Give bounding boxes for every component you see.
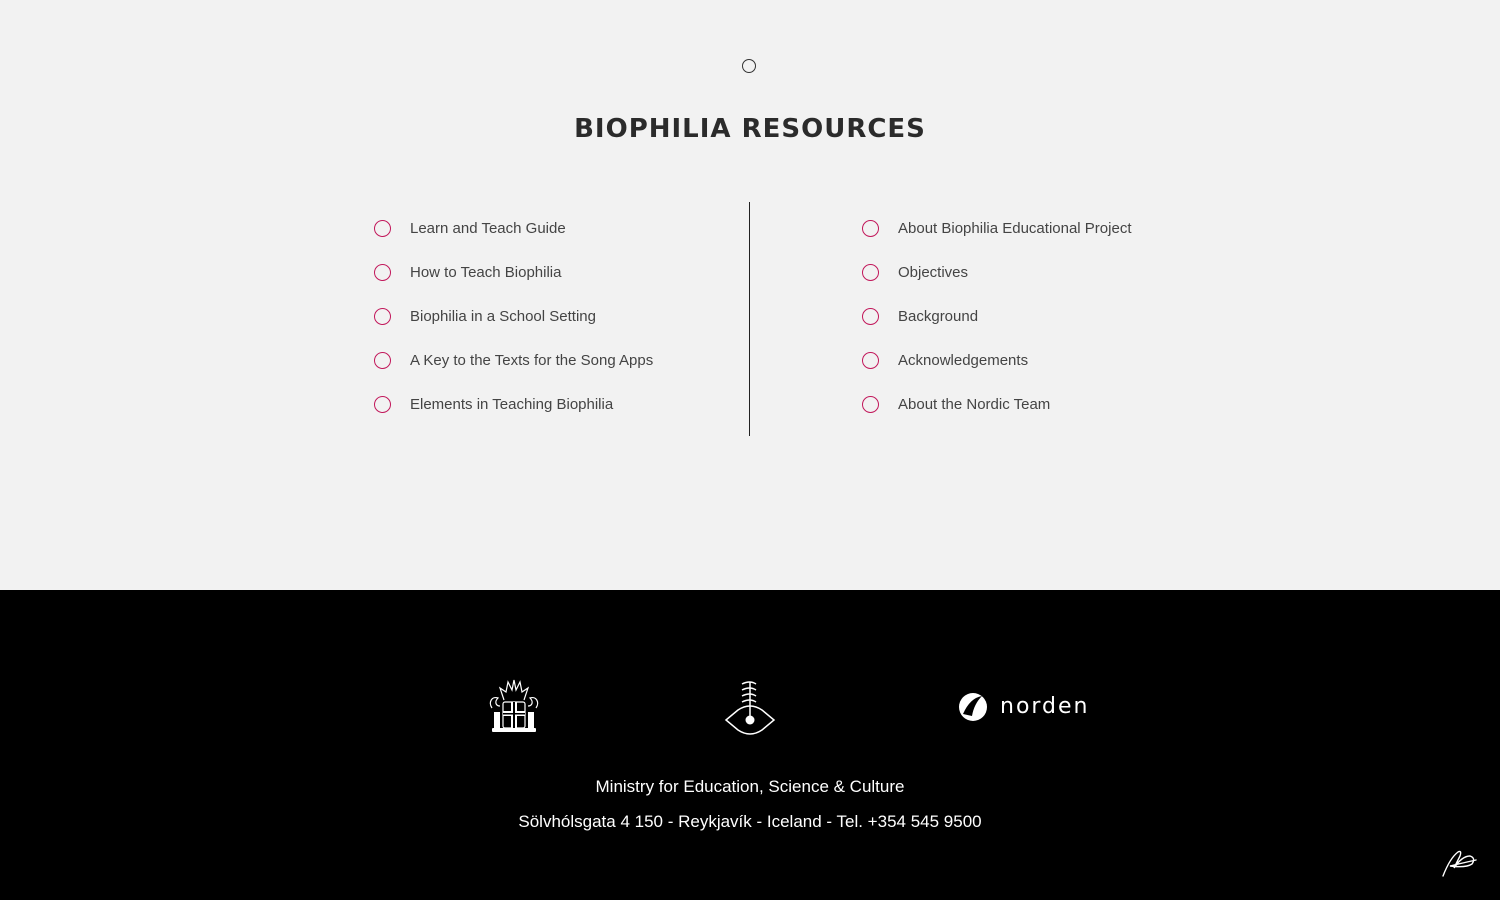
circle-bullet-icon [374, 396, 391, 413]
resource-item-label: Objectives [898, 263, 969, 281]
resource-item-about-project[interactable] [862, 206, 1131, 250]
signature-icon[interactable] [1440, 846, 1478, 878]
organization-name: Ministry for Education, Science & Culture [595, 777, 905, 796]
circle-bullet-icon [374, 352, 391, 369]
iceland-coat-of-arms-icon[interactable] [486, 678, 542, 736]
resource-item-label: Learn and Teach Guide [410, 219, 566, 237]
footer [0, 590, 1500, 900]
resource-item-label: A Key to the Texts for the Song Apps [410, 351, 654, 369]
resource-item-acknowledgements[interactable] [862, 338, 1131, 382]
column-divider [749, 202, 750, 436]
resource-item-background[interactable] [862, 294, 1131, 338]
circle-bullet-icon [862, 220, 879, 237]
resource-item-label: About the Nordic Team [898, 395, 1051, 413]
page-title: BIOPHILIA RESOURCES [574, 114, 926, 144]
resource-item-label: Background [898, 307, 979, 325]
circle-bullet-icon [374, 308, 391, 325]
circle-bullet-icon [862, 396, 879, 413]
resource-item-elements-in-teaching[interactable] [374, 382, 653, 426]
resource-item-label: Biophilia in a School Setting [410, 307, 596, 325]
resource-item-objectives[interactable] [862, 250, 1131, 294]
top-circle-icon[interactable] [742, 59, 756, 73]
norden-swan-icon [958, 692, 988, 722]
resource-item-learn-and-teach-guide[interactable] [374, 206, 653, 250]
resource-item-label: Acknowledgements [898, 351, 1029, 369]
resource-item-biophilia-in-a-school-setting[interactable] [374, 294, 653, 338]
resource-item-about-nordic-team[interactable] [862, 382, 1131, 426]
organization-address: Sölvhólsgata 4 150 - Reykjavík - Iceland - Tel. +354 545 9500 [518, 812, 982, 831]
norden-wordmark: norden [1000, 694, 1090, 719]
circle-bullet-icon [374, 264, 391, 281]
circle-bullet-icon [862, 308, 879, 325]
circle-bullet-icon [374, 220, 391, 237]
resource-item-key-to-texts[interactable] [374, 338, 653, 382]
resource-item-label: About Biophilia Educational Project [898, 219, 1132, 237]
norden-logo-icon[interactable] [958, 690, 1104, 724]
circle-bullet-icon [862, 352, 879, 369]
resource-list-right [862, 206, 1131, 426]
resource-list-left [374, 206, 653, 426]
resource-item-label: Elements in Teaching Biophilia [410, 395, 614, 413]
resource-item-how-to-teach-biophilia[interactable] [374, 250, 653, 294]
resource-item-label: How to Teach Biophilia [410, 263, 562, 281]
circle-bullet-icon [862, 264, 879, 281]
music-note-eye-icon[interactable] [724, 678, 776, 736]
